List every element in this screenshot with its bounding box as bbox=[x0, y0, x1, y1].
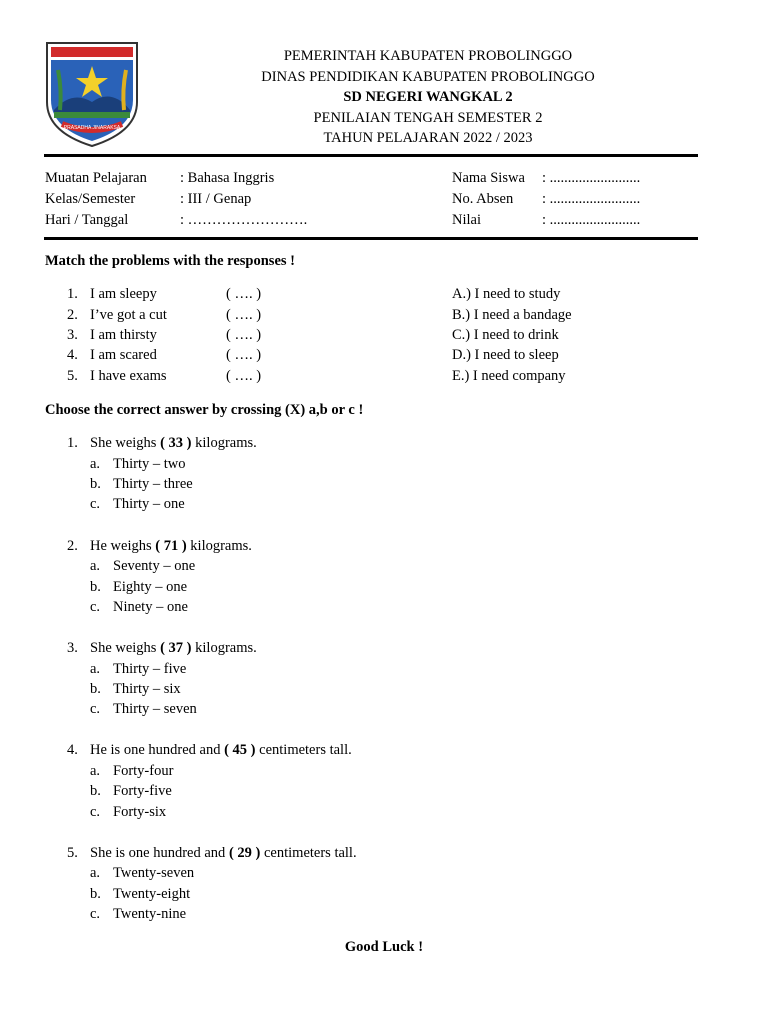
match-response: E.) I need company bbox=[452, 368, 566, 384]
match-item bbox=[45, 325, 665, 345]
option-letter: b. bbox=[90, 886, 101, 902]
match-blank: ( …. ) bbox=[226, 327, 262, 343]
match-problem: I am thirsty bbox=[90, 327, 157, 343]
option-text: Ninety – one bbox=[113, 599, 188, 615]
match-response: C.) I need to drink bbox=[452, 327, 559, 343]
option-letter: c. bbox=[90, 804, 101, 820]
good-luck-footer: Good Luck ! bbox=[344, 939, 424, 955]
option-letter: b. bbox=[90, 579, 101, 595]
option-letter: b. bbox=[90, 476, 101, 492]
info-label: Hari / Tanggal bbox=[45, 212, 129, 228]
info-value: : Bahasa Inggris bbox=[180, 170, 275, 186]
info-value: : III / Genap bbox=[180, 191, 252, 207]
option-letter: b. bbox=[90, 783, 101, 799]
info-right-value: : ......................... bbox=[542, 191, 641, 207]
info-right-value: : ......................... bbox=[542, 170, 641, 186]
school-header bbox=[200, 46, 656, 149]
question-number: 2. bbox=[67, 538, 78, 554]
info-value: : ……………………. bbox=[180, 212, 308, 228]
question-number: 4. bbox=[67, 742, 78, 758]
match-item bbox=[45, 345, 665, 365]
option-letter: a. bbox=[90, 456, 101, 472]
option-text: Twenty-eight bbox=[113, 886, 191, 902]
match-item bbox=[45, 366, 665, 386]
question-text: She weighs ( 37 ) kilograms. bbox=[90, 640, 257, 656]
info-right-value: : ......................... bbox=[542, 212, 641, 228]
header-department: DINAS PENDIDIKAN KABUPATEN PROBOLINGGO bbox=[261, 68, 595, 85]
header-exam-name: PENILAIAN TENGAH SEMESTER 2 bbox=[313, 109, 543, 126]
match-response: A.) I need to study bbox=[452, 286, 561, 302]
header-divider bbox=[44, 154, 698, 157]
question-number: 5. bbox=[67, 845, 78, 861]
info-right-label: Nilai bbox=[452, 212, 481, 228]
option-letter: c. bbox=[90, 496, 101, 512]
question-text: He weighs ( 71 ) kilograms. bbox=[90, 538, 252, 554]
match-problem: I am scared bbox=[90, 347, 157, 363]
match-number: 5. bbox=[67, 368, 78, 384]
match-number: 3. bbox=[67, 327, 78, 343]
header-government: PEMERINTAH KABUPATEN PROBOLINGGO bbox=[283, 48, 573, 64]
option-letter: c. bbox=[90, 906, 101, 922]
option-text: Thirty – five bbox=[113, 661, 187, 677]
question-number: 1. bbox=[67, 435, 78, 451]
option-text: Forty-five bbox=[113, 783, 172, 799]
match-problem: I am sleepy bbox=[90, 286, 157, 302]
info-right-label: No. Absen bbox=[452, 191, 514, 207]
header-academic-year: TAHUN PELAJARAN 2022 / 2023 bbox=[323, 130, 533, 147]
info-divider bbox=[44, 237, 698, 240]
match-response: D.) I need to sleep bbox=[452, 347, 559, 363]
match-blank: ( …. ) bbox=[226, 307, 262, 323]
option-text: Thirty – one bbox=[113, 496, 185, 512]
option-letter: b. bbox=[90, 681, 101, 697]
match-number: 2. bbox=[67, 307, 78, 323]
option-text: Seventy – one bbox=[113, 558, 196, 574]
match-response: B.) I need a bandage bbox=[452, 307, 572, 323]
match-blank: ( …. ) bbox=[226, 286, 262, 302]
info-row bbox=[45, 210, 705, 230]
option-text: Thirty – six bbox=[113, 681, 181, 697]
option-letter: a. bbox=[90, 763, 101, 779]
info-label: Kelas/Semester bbox=[45, 191, 136, 207]
info-label: Muatan Pelajaran bbox=[45, 170, 147, 186]
question-text: He is one hundred and ( 45 ) centimeters tall. bbox=[90, 742, 352, 758]
match-problem: I have exams bbox=[90, 368, 167, 384]
option-letter: a. bbox=[90, 865, 101, 881]
option-text: Twenty-nine bbox=[113, 906, 187, 922]
match-problem: I’ve got a cut bbox=[90, 307, 167, 323]
choice-section-title: Choose the correct answer by crossing (X) a,b or c ! bbox=[45, 402, 364, 418]
option-text: Thirty – three bbox=[113, 476, 193, 492]
logo-motto: PRASADHA JINARAKSA bbox=[63, 125, 121, 131]
question-text: She weighs ( 33 ) kilograms. bbox=[90, 435, 257, 451]
question-text: She is one hundred and ( 29 ) centimeters tall. bbox=[90, 845, 357, 861]
option-text: Twenty-seven bbox=[113, 865, 195, 881]
option-text: Forty-six bbox=[113, 804, 167, 820]
match-section-title: Match the problems with the responses ! bbox=[45, 253, 295, 269]
option-letter: c. bbox=[90, 599, 101, 615]
match-number: 1. bbox=[67, 286, 78, 302]
match-item bbox=[45, 305, 665, 325]
option-letter: c. bbox=[90, 701, 101, 717]
match-number: 4. bbox=[67, 347, 78, 363]
option-text: Thirty – two bbox=[113, 456, 186, 472]
info-row bbox=[45, 189, 705, 209]
option-letter: a. bbox=[90, 558, 101, 574]
match-item bbox=[45, 284, 665, 304]
option-text: Thirty – seven bbox=[113, 701, 197, 717]
info-row bbox=[45, 168, 705, 188]
option-text: Forty-four bbox=[113, 763, 174, 779]
option-letter: a. bbox=[90, 661, 101, 677]
info-right-label: Nama Siswa bbox=[452, 170, 525, 186]
match-blank: ( …. ) bbox=[226, 347, 262, 363]
option-text: Eighty – one bbox=[113, 579, 188, 595]
header-school-name: SD NEGERI WANGKAL 2 bbox=[343, 89, 513, 106]
regency-emblem-logo bbox=[44, 40, 140, 148]
question-number: 3. bbox=[67, 640, 78, 656]
match-blank: ( …. ) bbox=[226, 368, 262, 384]
